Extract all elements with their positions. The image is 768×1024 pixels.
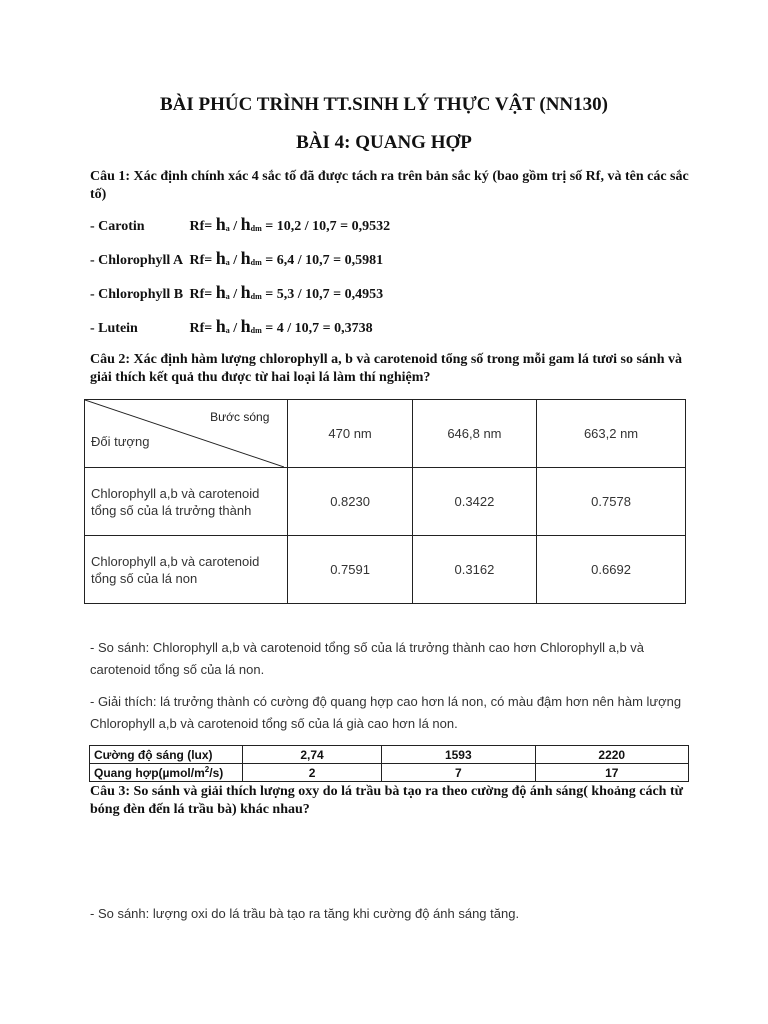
row-label: Cường độ sáng (lux) bbox=[90, 746, 243, 764]
row-label: Chlorophyll a,b và carotenoid tổng số của lá trưởng thành bbox=[85, 468, 288, 536]
absorbance-value: 0.8230 bbox=[288, 468, 412, 536]
table-row bbox=[90, 746, 689, 764]
rf-label: Rf= bbox=[189, 219, 213, 234]
table-row bbox=[90, 764, 689, 782]
table-cell: 2220 bbox=[535, 746, 688, 764]
question-3: Câu 3: So sánh và giải thích lượng oxy do lá trầu bà tạo ra theo cường độ ánh sáng( khoảng cách từ bóng đèn đến lá trầu bà) khác nhau? bbox=[90, 784, 684, 817]
h-subscript: dm bbox=[250, 224, 262, 233]
absorbance-value: 0.7578 bbox=[537, 468, 686, 536]
table-cell: 2 bbox=[243, 764, 382, 782]
h-symbol: h bbox=[240, 248, 251, 268]
wavelength-cell: 646,8 nm bbox=[412, 400, 536, 468]
rf-row-lutein: - Lutein Rf= ha / hdm = 4 / 10,7 = 0,3738 bbox=[90, 316, 373, 336]
rf-row-carotin: - Carotin Rf= ha / hdm = 10,2 / 10,7 = 0,9532 bbox=[90, 214, 391, 234]
diagonal-header-cell bbox=[85, 400, 288, 468]
label-superscript: 2 bbox=[204, 765, 210, 774]
rf-calculation: = 5,3 / 10,7 = 0,4953 bbox=[265, 287, 384, 302]
rf-calculation: = 10,2 / 10,7 = 0,9532 bbox=[265, 219, 391, 234]
h-subscript: a bbox=[225, 224, 230, 233]
h-symbol: h bbox=[240, 214, 251, 234]
explanation-paragraph: - Giải thích: lá trưởng thành có cường độ quang hợp cao hơn lá non, có màu đậm hơn nên hàm lượng Chlorophyll a,b và carotenoid tổng số của lá già cao hơn lá non. bbox=[90, 694, 682, 731]
light-intensity-table bbox=[89, 745, 689, 782]
question-2: Câu 2: Xác định hàm lượng chlorophyll a, b và carotenoid tổng số trong mỗi gam lá tươi so sánh và giải thích kết quả thu được từ hai loại lá làm thí nghiệm? bbox=[90, 352, 682, 385]
rf-calculation: = 6,4 / 10,7 = 0,5981 bbox=[265, 253, 384, 268]
rf-label: Rf= bbox=[189, 321, 213, 336]
rf-calculation: = 4 / 10,7 = 0,3738 bbox=[265, 321, 373, 336]
absorbance-value: 0.3422 bbox=[412, 468, 536, 536]
h-symbol: h bbox=[215, 248, 226, 268]
h-subscript: a bbox=[225, 292, 230, 301]
wavelength-cell: 470 nm bbox=[288, 400, 412, 468]
h-symbol: h bbox=[240, 282, 251, 302]
table-cell: 7 bbox=[382, 764, 535, 782]
subject-header: Đối tượng bbox=[91, 434, 150, 449]
pigment-name: - Lutein bbox=[90, 321, 138, 336]
h-symbol: h bbox=[215, 214, 226, 234]
wavelength-header: Bước sóng bbox=[210, 410, 270, 424]
table-cell: 17 bbox=[535, 764, 688, 782]
rf-row-chlorophyll-b: - Chlorophyll B Rf= ha / hdm = 5,3 / 10,7 = 0,4953 bbox=[90, 282, 384, 302]
absorbance-table bbox=[84, 399, 686, 604]
h-symbol: h bbox=[215, 316, 226, 336]
table-header-row bbox=[85, 400, 686, 468]
table-row bbox=[85, 468, 686, 536]
pigment-name: - Chlorophyll B bbox=[90, 287, 184, 302]
absorbance-value: 0.7591 bbox=[288, 536, 412, 604]
h-symbol: h bbox=[215, 282, 226, 302]
pigment-name: - Carotin bbox=[90, 219, 145, 234]
h-subscript: dm bbox=[250, 326, 262, 335]
rf-label: Rf= bbox=[189, 253, 213, 268]
table-cell: 1593 bbox=[382, 746, 535, 764]
h-subscript: a bbox=[225, 258, 230, 267]
h-subscript: a bbox=[225, 326, 230, 335]
document-title: BÀI PHÚC TRÌNH TT.SINH LÝ THỰC VẬT (NN130) bbox=[160, 94, 608, 115]
absorbance-value: 0.6692 bbox=[537, 536, 686, 604]
row-label: Chlorophyll a,b và carotenoid tổng số của lá non bbox=[85, 536, 288, 604]
h-subscript: dm bbox=[250, 292, 262, 301]
comparison-paragraph-3: - So sánh: lượng oxi do lá trầu bà tạo ra tăng khi cường độ ánh sáng tăng. bbox=[90, 906, 520, 921]
row-label bbox=[90, 764, 243, 782]
pigment-name: - Chlorophyll A bbox=[90, 253, 184, 268]
wavelength-cell: 663,2 nm bbox=[537, 400, 686, 468]
h-symbol: h bbox=[240, 316, 251, 336]
document-subtitle: BÀI 4: QUANG HỢP bbox=[296, 132, 472, 153]
comparison-paragraph: - So sánh: Chlorophyll a,b và carotenoid tổng số của lá trưởng thành cao hơn Chlorophyll a,b và carotenoid tổng số của lá non. bbox=[90, 640, 645, 677]
table-cell: 2,74 bbox=[243, 746, 382, 764]
question-1: Câu 1: Xác định chính xác 4 sắc tố đã được tách ra trên bản sắc ký (bao gồm trị số Rf, và tên các sắc tố) bbox=[90, 169, 689, 202]
absorbance-value: 0.3162 bbox=[412, 536, 536, 604]
rf-label: Rf= bbox=[189, 287, 213, 302]
label-end: /s) bbox=[209, 766, 224, 780]
table-row bbox=[85, 536, 686, 604]
h-subscript: dm bbox=[250, 258, 262, 267]
rf-row-chlorophyll-a: - Chlorophyll A Rf= ha / hdm = 6,4 / 10,7 = 0,5981 bbox=[90, 248, 384, 268]
label-main: Quang hợp(µmol/m bbox=[94, 766, 205, 780]
